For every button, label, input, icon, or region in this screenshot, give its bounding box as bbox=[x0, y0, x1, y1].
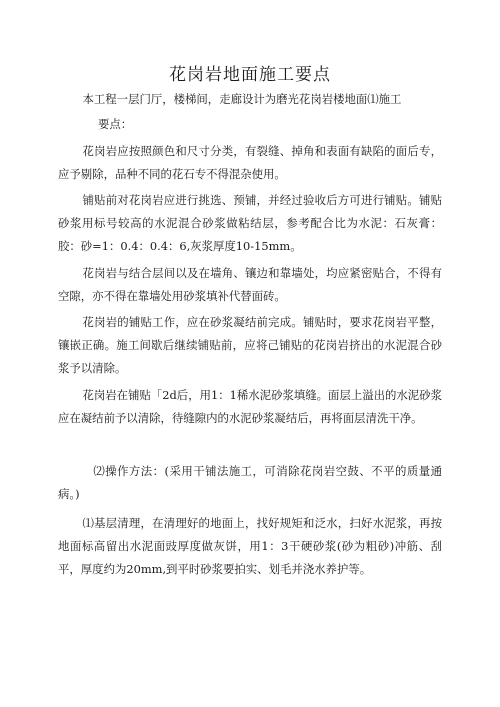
intro-continuation: 要点： bbox=[98, 117, 133, 131]
paragraph-method: ⑵操作方法：(采用干铺法施工，可消除花岗岩空鼓、不平的质量通病。) bbox=[58, 464, 442, 501]
paragraph-laying: 花岗岩的铺贴工作，应在砂浆凝结前完成。铺贴时，要求花岗岩平整，镶嵌正确。施工间歇后继续铺贴前，应将己铺贴的花岗岩挤出的水泥混合砂浆予以清除。 bbox=[58, 315, 442, 375]
paragraph-grouting: 花岗岩在铺贴「2d后，用1：1稀水泥砂浆填缝。面层上溢出的水泥砂浆应在凝结前予以清除，待缝隙内的水泥砂浆凝结后，再将面层清洗干净。 bbox=[58, 388, 442, 425]
page-title: 花岗岩地面施工要点 bbox=[169, 65, 331, 85]
paragraph-sorting: 花岗岩应按照颜色和尺寸分类，有裂缝、掉角和表面有缺陷的面后专，应予剔除，品种不同的花石专不得混杂使用。 bbox=[58, 144, 442, 181]
paragraph-mortar: 铺贴前对花岗岩应进行挑选、预铺，并经过验收后方可进行铺贴。铺贴砂浆用标号较高的水泥混合砂浆做粘结层，参考配合比为水泥：石灰膏：胶：砂=1：0.4：0.4：6,灰浆厚度10-15mm。 bbox=[58, 193, 442, 253]
intro-paragraph: 本工程一层门厅，楼梯间，走廊设计为磨光花岗岩楼地面⑴施工 bbox=[82, 92, 402, 106]
paragraph-base-cleaning: ⑴基层清理，在清理好的地面上，找好规矩和泛水，扫好水泥浆，再按地面标高留出水泥面豉厚度做灰饼，用1：3干硬砂浆(砂为粗砂)冲筋、刮平，厚度约为20mm,到平时砂浆要拍实、划毛并浇水养护等。 bbox=[58, 516, 442, 576]
paragraph-bonding: 花岗岩与结合层间以及在墙角、镶边和靠墙处，均应紧密贴合，不得有空隙，亦不得在靠墙处用砂浆填补代替面砖。 bbox=[58, 266, 442, 303]
